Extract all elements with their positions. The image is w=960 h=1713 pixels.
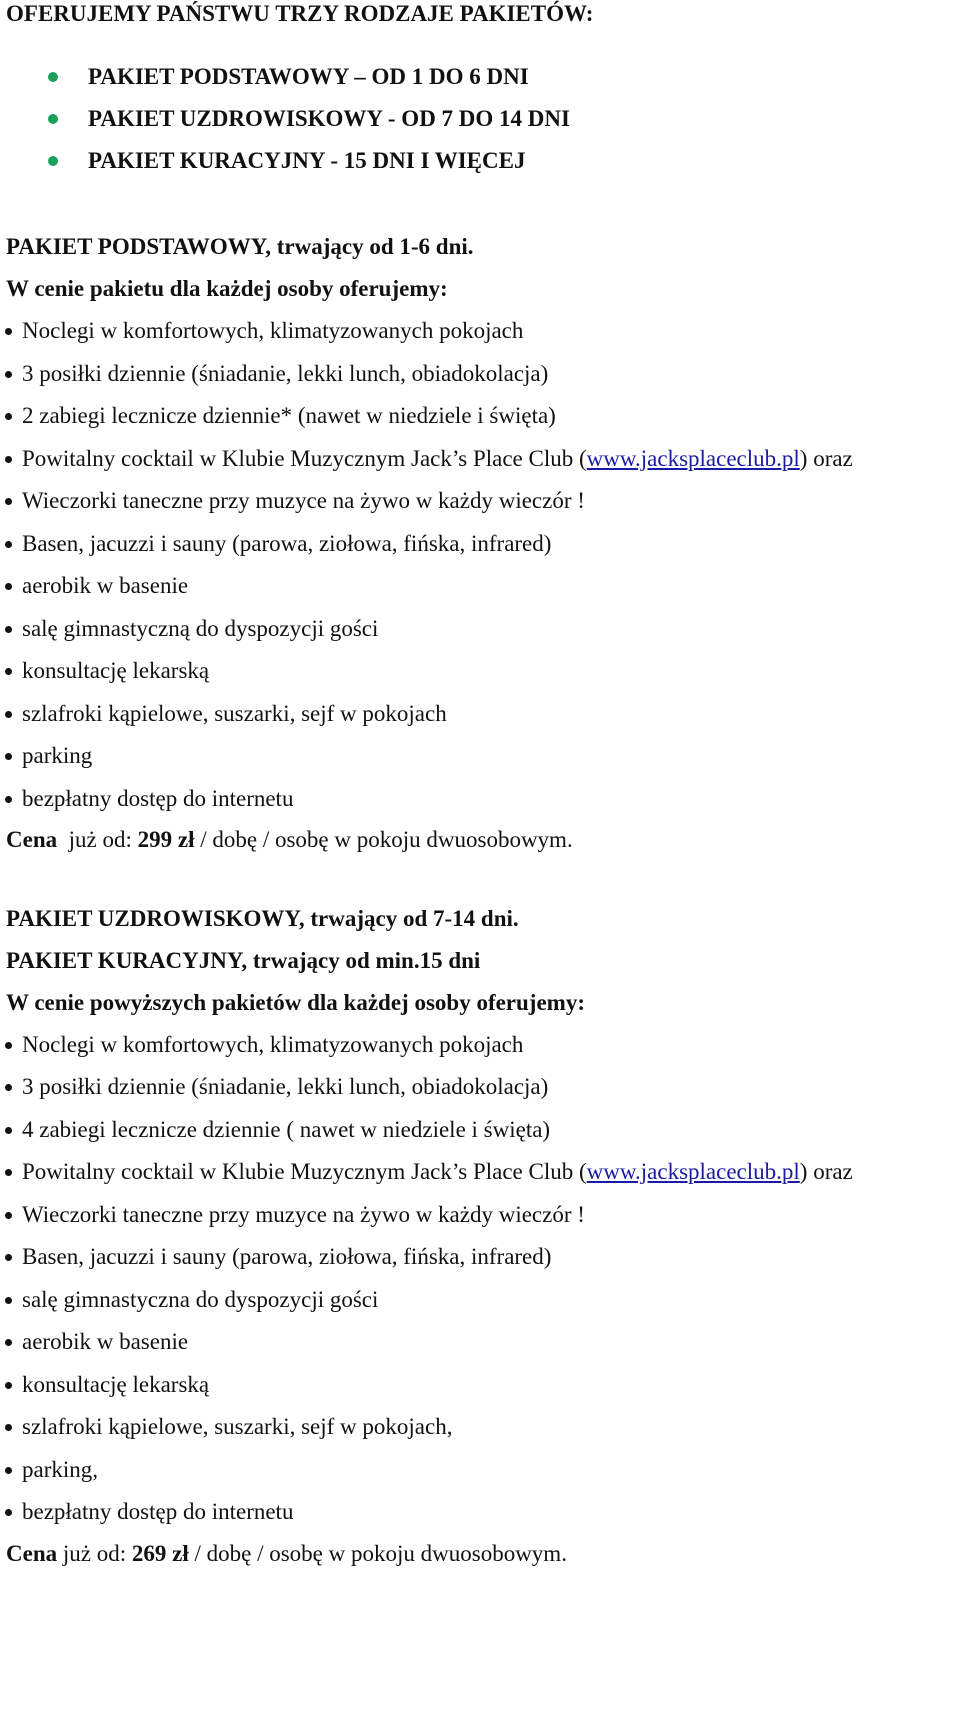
list-item-text-suffix: ) oraz xyxy=(799,446,853,471)
price-suffix: / dobę / osobę w pokoju dwuosobowym. xyxy=(188,1541,567,1566)
list-item-text: Noclegi w komfortowych, klimatyzowanych pokojach xyxy=(22,318,524,343)
package-type-item xyxy=(88,105,570,133)
bullet-icon xyxy=(5,1212,12,1219)
list-item xyxy=(22,317,523,345)
list-item-text-suffix: ) oraz xyxy=(799,1159,853,1184)
list-item-text: konsultację lekarską xyxy=(22,658,210,683)
list-item xyxy=(22,445,853,473)
list-item xyxy=(22,1116,550,1144)
list-item-text: aerobik w basenie xyxy=(22,573,189,598)
list-item xyxy=(22,700,447,728)
basic-package-title: PAKIET PODSTAWOWY, trwający od 1-6 dni. xyxy=(6,234,474,259)
list-item xyxy=(22,1328,188,1356)
price-label: Cena xyxy=(6,1541,58,1566)
list-item-text: 2 zabiegi lecznicze dziennie* (nawet w niedziele i święta) xyxy=(22,403,556,428)
list-item-text: aerobik w basenie xyxy=(22,1329,189,1354)
list-item-text: Wieczorki taneczne przy muzyce na żywo w każdy wieczór ! xyxy=(22,1202,585,1227)
list-item-text: konsultację lekarską xyxy=(22,1372,210,1397)
bullet-icon xyxy=(5,1382,12,1389)
list-item xyxy=(22,1413,452,1441)
bullet-icon xyxy=(5,1169,12,1176)
list-item-text: Basen, jacuzzi i sauny (parowa, ziołowa, fińska, infrared) xyxy=(22,531,552,556)
list-item-text: salę gimnastyczna do dyspozycji gości xyxy=(22,1287,379,1312)
list-item xyxy=(22,1286,378,1314)
package-type-label: PAKIET PODSTAWOWY – OD 1 DO 6 DNI xyxy=(88,64,529,89)
price-label: Cena xyxy=(6,827,58,852)
cure-package-title: PAKIET KURACYJNY, trwający od min.15 dni xyxy=(6,948,481,973)
bullet-icon xyxy=(5,1509,12,1516)
list-item xyxy=(22,572,188,600)
list-item xyxy=(22,785,293,813)
list-item xyxy=(22,487,585,515)
price-suffix: / dobę / osobę w pokoju dwuosobowym. xyxy=(194,827,573,852)
bullet-icon xyxy=(5,371,12,378)
bullet-icon xyxy=(5,1424,12,1431)
list-item-text: 3 posiłki dziennie (śniadanie, lekki lunch, obiadokolacja) xyxy=(22,361,549,386)
green-bullet-icon xyxy=(48,114,58,124)
list-item xyxy=(22,530,551,558)
list-item xyxy=(22,1371,209,1399)
list-item-text: szlafroki kąpielowe, suszarki, sejf w pokojach xyxy=(22,701,447,726)
list-item xyxy=(22,1498,293,1526)
price-amount: 269 zł xyxy=(131,1541,189,1566)
page-title: OFERUJEMY PAŃSTWU TRZY RODZAJE PAKIETÓW: xyxy=(6,1,594,26)
list-item-text: 4 zabiegi lecznicze dziennie ( nawet w niedziele i święta) xyxy=(22,1117,551,1142)
list-item xyxy=(22,360,548,388)
package-type-item xyxy=(88,63,529,91)
jacksplaceclub-link[interactable]: www.jacksplaceclub.pl xyxy=(586,1159,800,1184)
extended-package-intro: W cenie powyższych pakietów dla każdej osoby oferujemy: xyxy=(6,990,585,1015)
bullet-icon xyxy=(5,1254,12,1261)
list-item xyxy=(22,1073,548,1101)
bullet-icon xyxy=(5,498,12,505)
bullet-icon xyxy=(5,796,12,803)
basic-package-intro: W cenie pakietu dla każdej osoby oferujemy: xyxy=(6,276,448,301)
bullet-icon xyxy=(5,753,12,760)
list-item-text: parking xyxy=(22,743,93,768)
bullet-icon xyxy=(5,1467,12,1474)
list-item xyxy=(22,742,92,770)
list-item xyxy=(22,1158,853,1186)
list-item xyxy=(22,1031,523,1059)
list-item-text: Powitalny cocktail w Klubie Muzycznym Jack’s Place Club ( xyxy=(22,1159,587,1184)
list-item-text: salę gimnastyczną do dyspozycji gości xyxy=(22,616,379,641)
package-type-label: PAKIET UZDROWISKOWY - OD 7 DO 14 DNI xyxy=(88,106,570,131)
bullet-icon xyxy=(5,1297,12,1304)
list-item-text: Basen, jacuzzi i sauny (parowa, ziołowa, fińska, infrared) xyxy=(22,1244,552,1269)
list-item-text: bezpłatny dostęp do internetu xyxy=(22,786,294,811)
list-item-text: bezpłatny dostęp do internetu xyxy=(22,1499,294,1524)
list-item-text: parking, xyxy=(22,1457,99,1482)
extended-price xyxy=(6,1540,567,1568)
green-bullet-icon xyxy=(48,156,58,166)
list-item xyxy=(22,1243,551,1271)
list-item xyxy=(22,1201,585,1229)
list-item-text: szlafroki kąpielowe, suszarki, sejf w pokojach, xyxy=(22,1414,453,1439)
bullet-icon xyxy=(5,1084,12,1091)
list-item-text: Noclegi w komfortowych, klimatyzowanych pokojach xyxy=(22,1032,524,1057)
spa-package-title: PAKIET UZDROWISKOWY, trwający od 7-14 dni. xyxy=(6,906,519,931)
list-item xyxy=(22,402,556,430)
list-item xyxy=(22,657,209,685)
price-prefix: już od: xyxy=(57,827,138,852)
package-type-item xyxy=(88,147,525,175)
bullet-icon xyxy=(5,456,12,463)
price-amount: 299 zł xyxy=(137,827,195,852)
bullet-icon xyxy=(5,711,12,718)
bullet-icon xyxy=(5,328,12,335)
bullet-icon xyxy=(5,1339,12,1346)
list-item-text: 3 posiłki dziennie (śniadanie, lekki lunch, obiadokolacja) xyxy=(22,1074,549,1099)
bullet-icon xyxy=(5,583,12,590)
bullet-icon xyxy=(5,541,12,548)
basic-price xyxy=(6,826,573,854)
list-item xyxy=(22,1456,98,1484)
bullet-icon xyxy=(5,1127,12,1134)
jacksplaceclub-link[interactable]: www.jacksplaceclub.pl xyxy=(586,446,800,471)
list-item-text: Powitalny cocktail w Klubie Muzycznym Jack’s Place Club ( xyxy=(22,446,587,471)
green-bullet-icon xyxy=(48,72,58,82)
list-item-text: Wieczorki taneczne przy muzyce na żywo w każdy wieczór ! xyxy=(22,488,585,513)
bullet-icon xyxy=(5,1042,12,1049)
bullet-icon xyxy=(5,626,12,633)
price-prefix: już od: xyxy=(57,1541,132,1566)
list-item xyxy=(22,615,378,643)
bullet-icon xyxy=(5,413,12,420)
package-type-label: PAKIET KURACYJNY - 15 DNI I WIĘCEJ xyxy=(88,148,526,173)
bullet-icon xyxy=(5,668,12,675)
